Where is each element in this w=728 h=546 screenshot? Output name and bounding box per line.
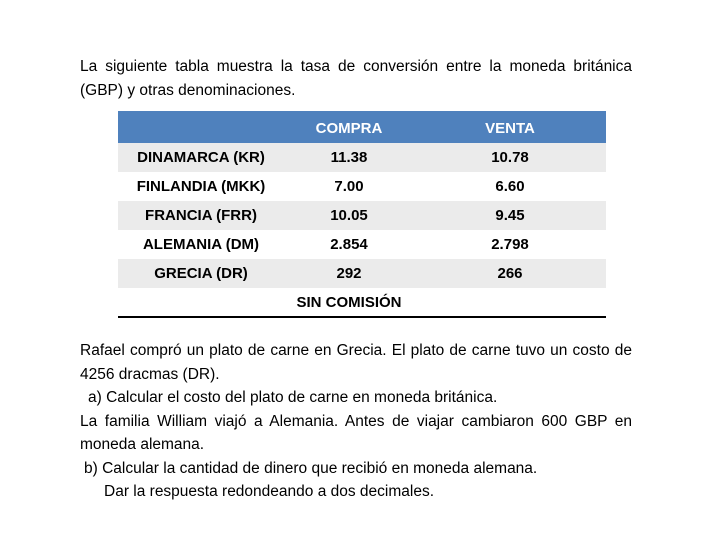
table-row <box>118 143 606 172</box>
header-cell-venta: VENTA <box>414 112 606 143</box>
header-cell-empty <box>118 112 284 143</box>
paragraph-william: La familia William viajó a Alemania. Antes de viajar cambiaron 600 GBP en moneda alemana. <box>80 412 632 453</box>
paragraph-rafael: Rafael compró un plato de carne en Grecia. El plato de carne tuvo un costo de 4256 dracmas (DR). <box>80 342 632 383</box>
footer-note: SIN COMISIÓN <box>284 288 414 317</box>
table-row <box>118 230 606 259</box>
footer-empty-cell <box>118 288 284 317</box>
problem-text <box>80 339 632 504</box>
table-footer-row <box>118 288 606 317</box>
compra-cell: 10.05 <box>284 201 414 230</box>
question-b-instruction: Dar la respuesta redondeando a dos decimales. <box>104 483 435 500</box>
row-label: ALEMANIA (DM) <box>118 230 284 259</box>
conversion-table <box>118 111 606 318</box>
intro-paragraph: La siguiente tabla muestra la tasa de conversión entre la moneda británica (GBP) y otras denominaciones. <box>80 58 632 99</box>
question-a: a) Calcular el costo del plato de carne en moneda británica. <box>88 389 498 406</box>
row-label: FRANCIA (FRR) <box>118 201 284 230</box>
venta-cell: 2.798 <box>414 230 606 259</box>
question-b: b) Calcular la cantidad de dinero que recibió en moneda alemana. <box>84 459 538 477</box>
row-label: DINAMARCA (KR) <box>118 143 284 172</box>
row-label: GRECIA (DR) <box>118 259 284 288</box>
compra-cell: 292 <box>284 259 414 288</box>
footer-empty-cell <box>414 288 606 317</box>
venta-cell: 266 <box>414 259 606 288</box>
venta-cell: 9.45 <box>414 201 606 230</box>
header-cell-compra: COMPRA <box>284 112 414 143</box>
row-label: FINLANDIA (MKK) <box>118 172 284 201</box>
table-row <box>118 201 606 230</box>
venta-cell: 10.78 <box>414 143 606 172</box>
compra-cell: 11.38 <box>284 143 414 172</box>
venta-cell: 6.60 <box>414 172 606 201</box>
table-row <box>118 259 606 288</box>
table-row <box>118 172 606 201</box>
compra-cell: 7.00 <box>284 172 414 201</box>
table-header-row <box>118 112 606 143</box>
compra-cell: 2.854 <box>284 230 414 259</box>
